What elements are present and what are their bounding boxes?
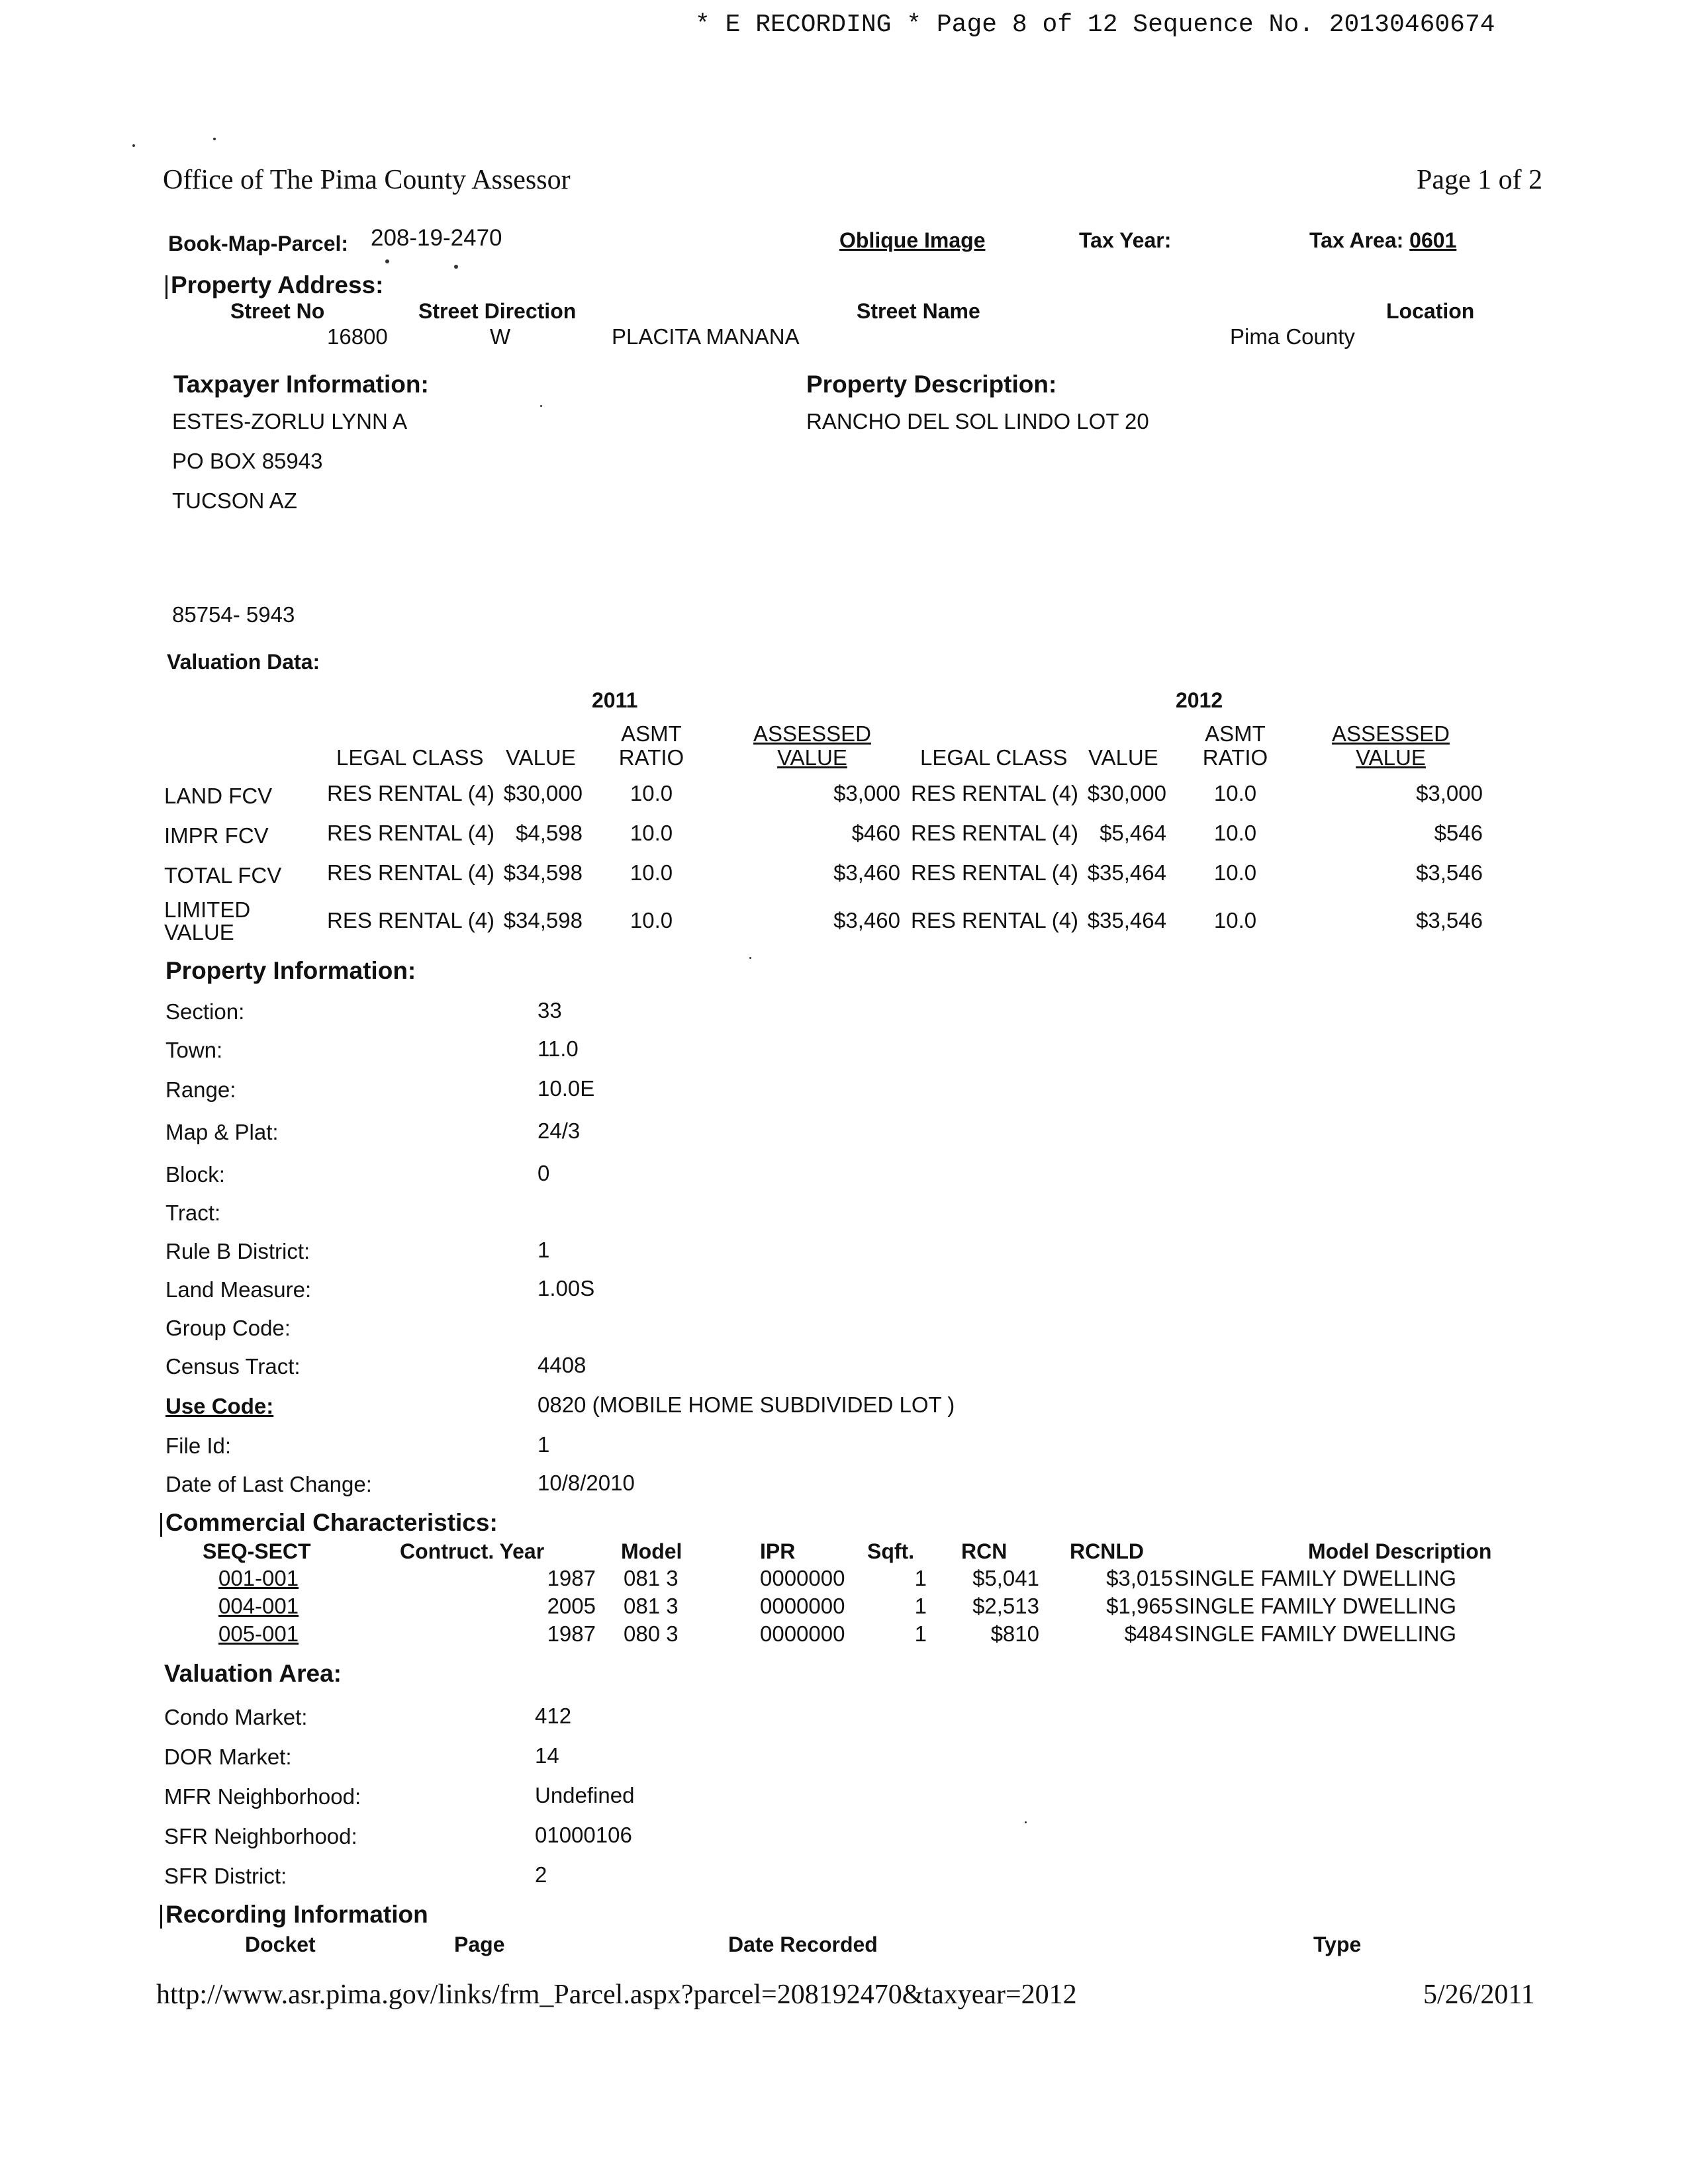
info-value: 4408 [538, 1353, 586, 1377]
info-value: 11.0 [538, 1036, 579, 1061]
footer-url[interactable]: http://www.asr.pima.gov/links/frm_Parcel.aspx?parcel=208192470&taxyear=2012 [156, 1979, 1077, 2010]
use-code-link[interactable]: Use Code: [165, 1394, 274, 1418]
property-description-heading: Property Description: [806, 371, 1057, 398]
construct-year: 1987 [547, 1621, 596, 1646]
street-direction-value: W [490, 324, 511, 349]
legal-class-2012: RES RENTAL (4) [911, 821, 1079, 845]
assessed-2011: $460 [851, 821, 900, 845]
col-rcnld: RCNLD [1070, 1539, 1144, 1563]
speck [540, 405, 542, 407]
info-label: Section: [165, 999, 245, 1024]
seq-sect-link[interactable]: 001-001 [218, 1566, 299, 1590]
speck [385, 259, 389, 263]
col-contruct-year: Contruct. Year [400, 1539, 545, 1563]
col-seq-sect: SEQ-SECT [203, 1539, 311, 1563]
ipr: 0000000 [760, 1594, 845, 1618]
ratio-2012: 10.0 [1213, 908, 1257, 933]
taxpayer-heading: Taxpayer Information: [173, 371, 429, 398]
legal-class-2012: RES RENTAL (4) [911, 908, 1079, 933]
ratio-2011: 10.0 [630, 781, 673, 805]
value-2012: $35,464 [1087, 860, 1166, 885]
property-address-heading: Property Address: [171, 271, 384, 298]
info-value: 1 [538, 1432, 550, 1457]
value-2011: $34,598 [503, 860, 583, 885]
rcnld: $484 [1124, 1621, 1173, 1646]
h-legal-class: LEGAL CLASS [336, 745, 484, 770]
taxpayer-line: PO BOX 85943 [172, 449, 323, 473]
valuation-heading: Valuation Data: [167, 650, 320, 674]
rcn: $5,041 [972, 1566, 1039, 1590]
bmp-label: Book-Map-Parcel: [168, 232, 349, 255]
info-value: 0820 (MOBILE HOME SUBDIVIDED LOT ) [538, 1392, 955, 1417]
speck [454, 265, 458, 269]
legal-class-2012: RES RENTAL (4) [911, 860, 1079, 885]
sqft: 1 [914, 1621, 927, 1646]
location-value: Pima County [1230, 324, 1355, 349]
value-2011: $30,000 [503, 781, 583, 805]
rcnld: $3,015 [1106, 1566, 1173, 1590]
h-ratio: RATIO [1202, 745, 1268, 770]
speck [1025, 1821, 1027, 1823]
value-2011: $34,598 [503, 908, 583, 933]
col-street-no: Street No [230, 299, 325, 323]
ipr: 0000000 [760, 1621, 845, 1646]
va-label: SFR District: [164, 1864, 287, 1888]
tax-area-label [1309, 228, 1456, 253]
row-label: IMPR FCV [164, 823, 269, 848]
ratio-2012: 10.0 [1213, 781, 1257, 805]
col-street-direction: Street Direction [418, 299, 577, 323]
speck [213, 138, 216, 140]
info-label: Map & Plat: [165, 1120, 279, 1144]
h-assessed-value: VALUE [1356, 745, 1426, 770]
value-2011: $4,598 [516, 821, 583, 845]
assessed-2012: $3,546 [1416, 908, 1483, 933]
col-type: Type [1313, 1933, 1362, 1956]
va-label: SFR Neighborhood: [164, 1824, 357, 1848]
valuation-area-heading: Valuation Area: [164, 1660, 342, 1687]
h-asmt: ASMT [621, 721, 682, 746]
col-model-description: Model Description [1308, 1539, 1492, 1563]
speck [749, 957, 751, 959]
va-label: Condo Market: [164, 1705, 308, 1729]
model-description: SINGLE FAMILY DWELLING [1174, 1621, 1457, 1646]
va-label: DOR Market: [164, 1745, 292, 1769]
info-label: Block: [165, 1162, 225, 1187]
h-value: VALUE [1088, 745, 1158, 770]
seq-sect-link[interactable]: 005-001 [218, 1621, 299, 1646]
info-value: 1 [538, 1238, 550, 1262]
col-street-name: Street Name [857, 299, 980, 323]
tax-area-value[interactable]: 0601 [1409, 228, 1457, 252]
page-indicator: Page 1 of 2 [1417, 165, 1543, 195]
model-description: SINGLE FAMILY DWELLING [1174, 1594, 1457, 1618]
col-date-recorded: Date Recorded [728, 1933, 878, 1956]
info-value: 1.00S [538, 1276, 595, 1300]
col-location: Location [1386, 299, 1475, 323]
ratio-2011: 10.0 [630, 908, 673, 933]
row-label: LIMITED [164, 897, 251, 922]
property-information-heading: Property Information: [165, 957, 416, 984]
info-value: 10.0E [538, 1076, 595, 1101]
year-2012: 2012 [1176, 688, 1223, 712]
info-label: Range: [165, 1077, 236, 1102]
info-label: Tract: [165, 1201, 221, 1225]
info-label: File Id: [165, 1433, 232, 1458]
office-title: Office of The Pima County Assessor [163, 165, 571, 195]
info-label: Rule B District: [165, 1239, 310, 1263]
h-ratio: RATIO [618, 745, 684, 770]
info-value: 0 [538, 1161, 550, 1185]
info-value: 24/3 [538, 1118, 581, 1143]
model: 080 3 [624, 1621, 679, 1646]
va-value: 01000106 [535, 1823, 632, 1847]
assessed-2012: $3,546 [1416, 860, 1483, 885]
va-value: Undefined [535, 1783, 635, 1807]
h-legal-class: LEGAL CLASS [920, 745, 1068, 770]
va-label: MFR Neighborhood: [164, 1784, 361, 1809]
taxpayer-zip: 85754- 5943 [172, 602, 295, 627]
sqft: 1 [914, 1594, 927, 1618]
seq-sect-link[interactable]: 004-001 [218, 1594, 299, 1618]
construct-year: 1987 [547, 1566, 596, 1590]
oblique-image-link[interactable]: Oblique Image [839, 228, 986, 252]
col-docket: Docket [245, 1933, 316, 1956]
assessed-2012: $546 [1434, 821, 1483, 845]
assessed-2012: $3,000 [1416, 781, 1483, 805]
legal-class-2011: RES RENTAL (4) [327, 821, 495, 845]
taxpayer-line: TUCSON AZ [172, 488, 297, 513]
value-2012: $35,464 [1087, 908, 1166, 933]
sqft: 1 [914, 1566, 927, 1590]
va-value: 14 [535, 1743, 559, 1768]
ratio-2011: 10.0 [630, 860, 673, 885]
commercial-heading: Commercial Characteristics: [165, 1509, 498, 1536]
tax-area-label-text: Tax Area: [1309, 228, 1404, 252]
row-label-line2: VALUE [164, 920, 234, 944]
col-sqft: Sqft. [867, 1539, 915, 1563]
va-value: 412 [535, 1704, 572, 1728]
footer-date: 5/26/2011 [1423, 1979, 1535, 2010]
property-description-value: RANCHO DEL SOL LINDO LOT 20 [806, 409, 1149, 433]
h-assessed-value: VALUE [777, 745, 847, 770]
info-label: Group Code: [165, 1316, 291, 1340]
ratio-2011: 10.0 [630, 821, 673, 845]
assessed-2011: $3,460 [833, 860, 900, 885]
legal-class-2011: RES RENTAL (4) [327, 781, 495, 805]
va-value: 2 [535, 1862, 547, 1887]
value-2012: $30,000 [1087, 781, 1166, 805]
year-2011: 2011 [592, 688, 638, 712]
tax-year-label: Tax Year: [1079, 228, 1172, 252]
info-label: Town: [165, 1038, 223, 1062]
info-label: Land Measure: [165, 1277, 312, 1302]
street-no-value: 16800 [327, 324, 388, 349]
ratio-2012: 10.0 [1213, 860, 1257, 885]
row-label: TOTAL FCV [164, 863, 282, 887]
model-description: SINGLE FAMILY DWELLING [1174, 1566, 1457, 1590]
value-2012: $5,464 [1100, 821, 1166, 845]
row-label: LAND FCV [164, 784, 273, 808]
rcn: $810 [990, 1621, 1039, 1646]
legal-class-2011: RES RENTAL (4) [327, 908, 495, 933]
rcn: $2,513 [972, 1594, 1039, 1618]
legal-class-2011: RES RENTAL (4) [327, 860, 495, 885]
info-value: 33 [538, 998, 562, 1023]
speck [132, 144, 135, 147]
ipr: 0000000 [760, 1566, 845, 1590]
ratio-2012: 10.0 [1213, 821, 1257, 845]
model: 081 3 [624, 1566, 679, 1590]
street-name-value: PLACITA MANANA [612, 324, 800, 349]
info-value: 10/8/2010 [538, 1471, 635, 1495]
model: 081 3 [624, 1594, 679, 1618]
col-page: Page [454, 1933, 505, 1956]
col-rcn: RCN [961, 1539, 1008, 1563]
construct-year: 2005 [547, 1594, 596, 1618]
h-value: VALUE [506, 745, 576, 770]
col-ipr: IPR [760, 1539, 796, 1563]
bmp-value: 208-19-2470 [371, 225, 502, 251]
recording-information-heading: Recording Information [165, 1901, 428, 1928]
taxpayer-line: ESTES-ZORLU LYNN A [172, 409, 408, 433]
legal-class-2012: RES RENTAL (4) [911, 781, 1079, 805]
assessed-2011: $3,460 [833, 908, 900, 933]
info-label: Census Tract: [165, 1354, 301, 1379]
recording-header: * E RECORDING * Page 8 of 12 Sequence No. 20130460674 [695, 11, 1495, 39]
info-label: Date of Last Change: [165, 1472, 372, 1496]
assessed-2011: $3,000 [833, 781, 900, 805]
col-model: Model [621, 1539, 682, 1563]
rcnld: $1,965 [1106, 1594, 1173, 1618]
h-asmt: ASMT [1205, 721, 1266, 746]
h-assessed: ASSESSED [1332, 721, 1450, 746]
h-assessed: ASSESSED [753, 721, 871, 746]
